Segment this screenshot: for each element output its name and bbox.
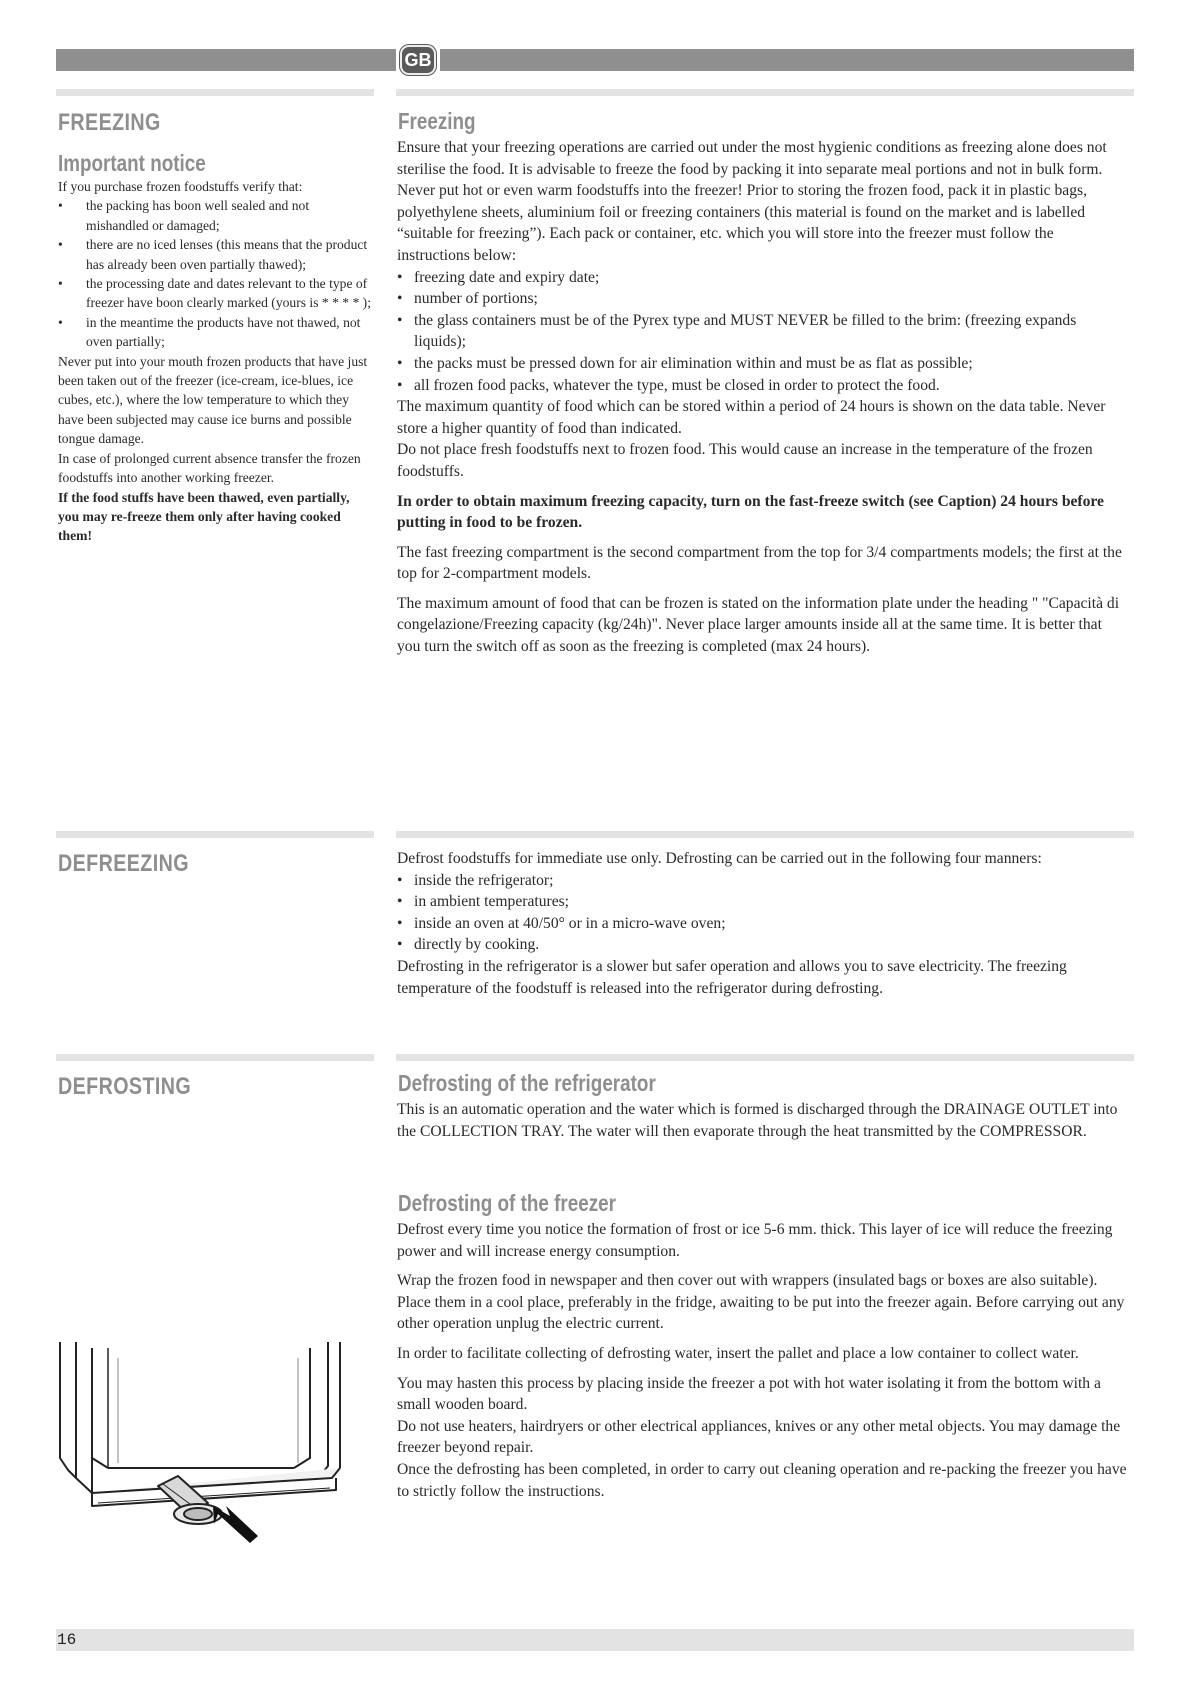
important-notice-body [58, 177, 374, 546]
page-number: 16 [57, 1631, 77, 1649]
freezing-right-rule [396, 89, 1134, 96]
list-item: • the glass containers must be of the Pyrex type and MUST NEVER be filled to the brim: (freezing expands liquids); [397, 310, 1129, 353]
defreezing-intro: Defrost foodstuffs for immediate use only. Defrosting can be carried out in the following four manners: [397, 850, 1042, 867]
list-item: • number of portions; [397, 288, 1129, 310]
notice-warning: If the food stuffs have been thawed, even partially, you may re-freeze them only after having cooked them! [58, 489, 350, 544]
freezer-defrost-text: Once the defrosting has been completed, in order to carry out cleaning operation and re-packing the freezer you have to strictly follow the instructions. [397, 1460, 1127, 1500]
freezing-text: The fast freezing compartment is the second compartment from the top for 3/4 compartments models; the first at the top for 2-compartment models. [397, 543, 1122, 583]
fridge-defrost-text: This is an automatic operation and the water which is formed is discharged through the DRAINAGE OUTLET into the COLLECTION TRAY. The water will then evaporate through the heat transmitted by the COMPRESSOR. [397, 1101, 1118, 1140]
list-item: • freezing date and expiry date; [397, 267, 1129, 289]
notice-text: In case of prolonged current absence transfer the frozen foodstuffs into another working freezer. [58, 450, 361, 486]
freezing-text: The maximum amount of food that can be frozen is stated on the information plate under the heading " "Capacità di congelazione/Freezing capacity (kg/24h)". Never place larger amounts inside all at the same time. It is better that you turn the switch off as soon as the freezing is completed (max 24 hours). [397, 594, 1120, 656]
freezer-defrost-text: Do not use heaters, hairdryers or other electrical appliances, knives or any other metal objects. You may damage the freezer beyond repair. [397, 1417, 1121, 1457]
fridge-defrost-body [397, 1099, 1129, 1142]
notice-text: Never put into your mouth frozen products that have just been taken out of the freezer (ice-cream, ice-blues, ice cubes, etc.), where the low temperature to which they have been subjected may cause ice burns and possible tongue damage. [58, 353, 368, 447]
language-badge: GB [400, 45, 436, 75]
defrosting-section-title: DEFROSTING [58, 1073, 192, 1100]
freezer-defrost-text: Wrap the frozen food in newspaper and then cover out with wrappers (insulated bags or boxes are also suitable). Place them in a cool place, preferably in the fridge, awaiting to be put into the freezer again. Before carrying out any other operation unplug the electric current. [397, 1272, 1125, 1333]
defrosting-right-rule [396, 1054, 1134, 1061]
list-item: • in ambient temperatures; [397, 891, 1129, 913]
fridge-defrost-title: Defrosting of the refrigerator [398, 1070, 656, 1096]
defreezing-text: Defrosting in the refrigerator is a slower but safer operation and allows you to save electricity. The freezing temperature of the foodstuff is released into the refrigerator during defrosting. [397, 957, 1067, 997]
list-item: • the packing has boon well sealed and not mishandled or damaged; [58, 196, 374, 235]
defreezing-body [397, 848, 1129, 999]
list-item: • in the meantime the products have not thawed, not oven partially; [58, 313, 374, 352]
fast-freeze-note: In order to obtain maximum freezing capacity, turn on the fast-freeze switch (see Caption) 24 hours before putting in food to be frozen. [397, 492, 1104, 532]
freezing-body [397, 137, 1129, 658]
freezer-defrost-body [397, 1219, 1129, 1502]
list-item: • the packs must be pressed down for air elimination within and must be as flat as possible; [397, 353, 1129, 375]
freezing-list [397, 267, 1129, 397]
important-notice-title: Important notice [58, 150, 206, 176]
freezing-title: Freezing [398, 108, 476, 134]
freezer-defrost-text: In order to facilitate collecting of defrosting water, insert the pallet and place a low container to collect water. [397, 1344, 1079, 1362]
notice-intro: If you purchase frozen foodstuffs verify that: [58, 179, 303, 194]
list-item: • inside an oven at 40/50° or in a micro-wave oven; [397, 913, 1129, 935]
defreezing-left-rule [56, 831, 374, 838]
defrosting-left-rule [56, 1054, 374, 1061]
drainage-illustration [58, 1338, 376, 1548]
freezing-left-rule [56, 89, 374, 96]
freezing-section-title: FREEZING [58, 109, 161, 136]
list-item: • directly by cooking. [397, 934, 1129, 956]
header-bar-right [440, 49, 1134, 71]
notice-list [58, 196, 374, 351]
footer-bar [56, 1629, 1134, 1651]
defreezing-list [397, 870, 1129, 956]
freezer-defrost-text: Defrost every time you notice the formation of frost or ice 5-6 mm. thick. This layer of ice will reduce the freezing power and will increase energy consumption. [397, 1221, 1113, 1260]
list-item: • there are no iced lenses (this means that the product has already been oven partially thawed); [58, 235, 374, 274]
defreezing-section-title: DEFREEZING [58, 850, 189, 877]
freezer-defrost-title: Defrosting of the freezer [398, 1190, 616, 1216]
list-item: • inside the refrigerator; [397, 870, 1129, 892]
defreezing-right-rule [396, 831, 1134, 838]
freezing-text: The maximum quantity of food which can be stored within a period of 24 hours is shown on the data table. Never store a higher quantity of food than indicated. [397, 398, 1106, 437]
list-item: • the processing date and dates relevant to the type of freezer have boon clearly marked (yours is * * * * ); [58, 274, 374, 313]
freezing-intro: Ensure that your freezing operations are carried out under the most hygienic conditions as freezing alone does not sterilise the food. It is advisable to freeze the food by packing it into separate meal portions and not in bulk form. Never put hot or even warm foodstuffs into the freezer! Prior to storing the frozen food, pack it in plastic bags, polyethylene sheets, aluminium foil or freezing containers (this material is found on the market and is labelled “suitable for freezing”). Each pack or container, etc. which you will store into the freezer must follow the instructions below: [397, 139, 1107, 264]
list-item: • all frozen food packs, whatever the type, must be closed in order to protect the food. [397, 375, 1129, 397]
freezer-defrost-text: You may hasten this process by placing inside the freezer a pot with hot water isolating it from the bottom with a small wooden board. [397, 1374, 1101, 1414]
freezing-text: Do not place fresh foodstuffs next to frozen food. This would cause an increase in the temperature of the frozen foodstuffs. [397, 441, 1093, 480]
header-bar-left [56, 49, 396, 71]
